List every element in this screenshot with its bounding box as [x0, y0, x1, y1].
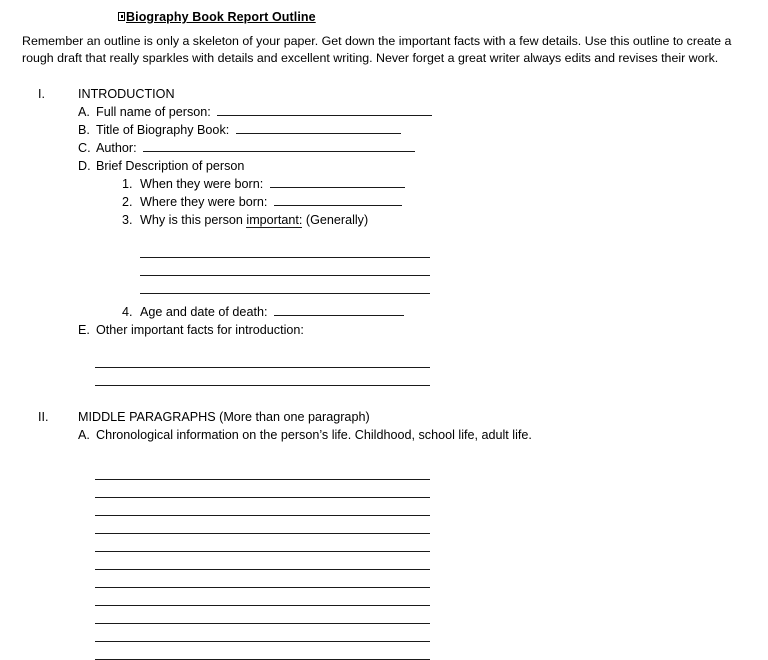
- fill-blank-when-born[interactable]: [270, 176, 405, 188]
- missing-glyph-box-icon: [118, 12, 125, 21]
- item-marker-i-e: E.: [78, 323, 90, 337]
- writing-line[interactable]: [95, 551, 430, 552]
- fill-blank-age-death[interactable]: [274, 304, 404, 316]
- title-row: [0, 0, 768, 26]
- writing-line[interactable]: [95, 479, 430, 480]
- outline-item-i-c: [0, 139, 768, 157]
- item-label-i-d-3-after: (Generally): [302, 213, 369, 227]
- item-marker-i-d-3: 3.: [122, 213, 133, 227]
- fill-blank-full-name[interactable]: [217, 104, 432, 116]
- item-marker-ii-a: A.: [78, 428, 90, 442]
- spacer: [0, 341, 768, 350]
- section-title-i: INTRODUCTION: [78, 87, 175, 101]
- writing-line[interactable]: [95, 385, 430, 386]
- section-heading-i: [0, 85, 768, 103]
- outline-item-i-d-4: [0, 303, 768, 321]
- writing-line[interactable]: [95, 569, 430, 570]
- outline-item-ii-a: [0, 426, 768, 444]
- writing-line-row[interactable]: [0, 350, 768, 368]
- spacer: [0, 294, 768, 303]
- writing-line-row[interactable]: [0, 588, 768, 606]
- writing-line-row[interactable]: [0, 570, 768, 588]
- fill-blank-author[interactable]: [143, 140, 415, 152]
- outline-item-i-d-3: [0, 211, 768, 229]
- writing-line-row[interactable]: [0, 462, 768, 480]
- section-heading-ii: [0, 408, 768, 426]
- fill-blank-book-title[interactable]: [236, 122, 401, 134]
- item-marker-i-a: A.: [78, 105, 90, 119]
- writing-line[interactable]: [140, 293, 430, 294]
- section-title-ii: MIDDLE PARAGRAPHS (More than one paragraph): [78, 410, 370, 424]
- item-label-i-d-4: Age and date of death:: [140, 305, 268, 319]
- writing-line[interactable]: [140, 275, 430, 276]
- writing-lines-e: [0, 341, 768, 386]
- writing-line[interactable]: [95, 605, 430, 606]
- item-label-i-e: Other important facts for introduction:: [96, 323, 304, 337]
- writing-line-row[interactable]: [0, 534, 768, 552]
- spacer: [0, 231, 768, 240]
- writing-line[interactable]: [95, 641, 430, 642]
- writing-line[interactable]: [95, 367, 430, 368]
- section-marker-ii: II.: [38, 410, 49, 424]
- page-title: [118, 10, 316, 24]
- item-label-i-d-2: Where they were born:: [140, 195, 268, 209]
- writing-line[interactable]: [95, 497, 430, 498]
- writing-line-row[interactable]: [0, 258, 768, 276]
- writing-line-row[interactable]: [0, 606, 768, 624]
- item-marker-i-b: B.: [78, 123, 90, 137]
- outline-item-i-d: [0, 157, 768, 175]
- item-label-i-b: Title of Biography Book:: [96, 123, 230, 137]
- writing-line-row[interactable]: [0, 498, 768, 516]
- item-label-i-a: Full name of person:: [96, 105, 211, 119]
- item-label-ii-a: Chronological information on the person’s life. Childhood, school life, adult life.: [96, 428, 532, 442]
- writing-line[interactable]: [95, 587, 430, 588]
- intro-paragraph: Remember an outline is only a skeleton of your paper. Get down the important facts with a few details. Use this outline to create a rough draft that really sparkles with details and excellent writing. Never forget a great writer always edits and revises their work.: [22, 34, 732, 65]
- page-title-text: Biography Book Report Outline: [126, 10, 316, 24]
- writing-line-row[interactable]: [0, 642, 768, 660]
- writing-line-row[interactable]: [0, 516, 768, 534]
- outline-item-i-d-1: [0, 175, 768, 193]
- item-label-i-d-3-marked: important:: [246, 213, 303, 227]
- item-marker-i-d-1: 1.: [122, 177, 133, 191]
- item-marker-i-d-2: 2.: [122, 195, 133, 209]
- item-label-i-d-3-before: Why is this person: [140, 213, 247, 227]
- spacer: [0, 386, 768, 408]
- writing-line-row[interactable]: [0, 624, 768, 642]
- spacer: [0, 446, 768, 462]
- item-marker-i-d-4: 4.: [122, 305, 133, 319]
- fill-blank-where-born[interactable]: [274, 194, 402, 206]
- writing-line-row[interactable]: [0, 276, 768, 294]
- writing-line[interactable]: [140, 257, 430, 258]
- item-marker-i-d: D.: [78, 159, 91, 173]
- writing-line-row[interactable]: [0, 552, 768, 570]
- outline-item-i-b: [0, 121, 768, 139]
- writing-line-row[interactable]: [0, 368, 768, 386]
- outline-body: [0, 85, 768, 660]
- writing-line[interactable]: [95, 533, 430, 534]
- outline-item-i-d-2: [0, 193, 768, 211]
- outline-item-i-e: [0, 321, 768, 339]
- section-marker-i: I.: [38, 87, 45, 101]
- writing-line-row[interactable]: [0, 480, 768, 498]
- item-marker-i-c: C.: [78, 141, 91, 155]
- outline-item-i-a: [0, 103, 768, 121]
- writing-lines-d3: [0, 231, 768, 294]
- writing-line[interactable]: [95, 515, 430, 516]
- item-label-i-c: Author:: [96, 141, 137, 155]
- writing-lines-ii: [0, 446, 768, 660]
- item-label-i-d: Brief Description of person: [96, 159, 245, 173]
- writing-line-row[interactable]: [0, 240, 768, 258]
- item-label-i-d-1: When they were born:: [140, 177, 264, 191]
